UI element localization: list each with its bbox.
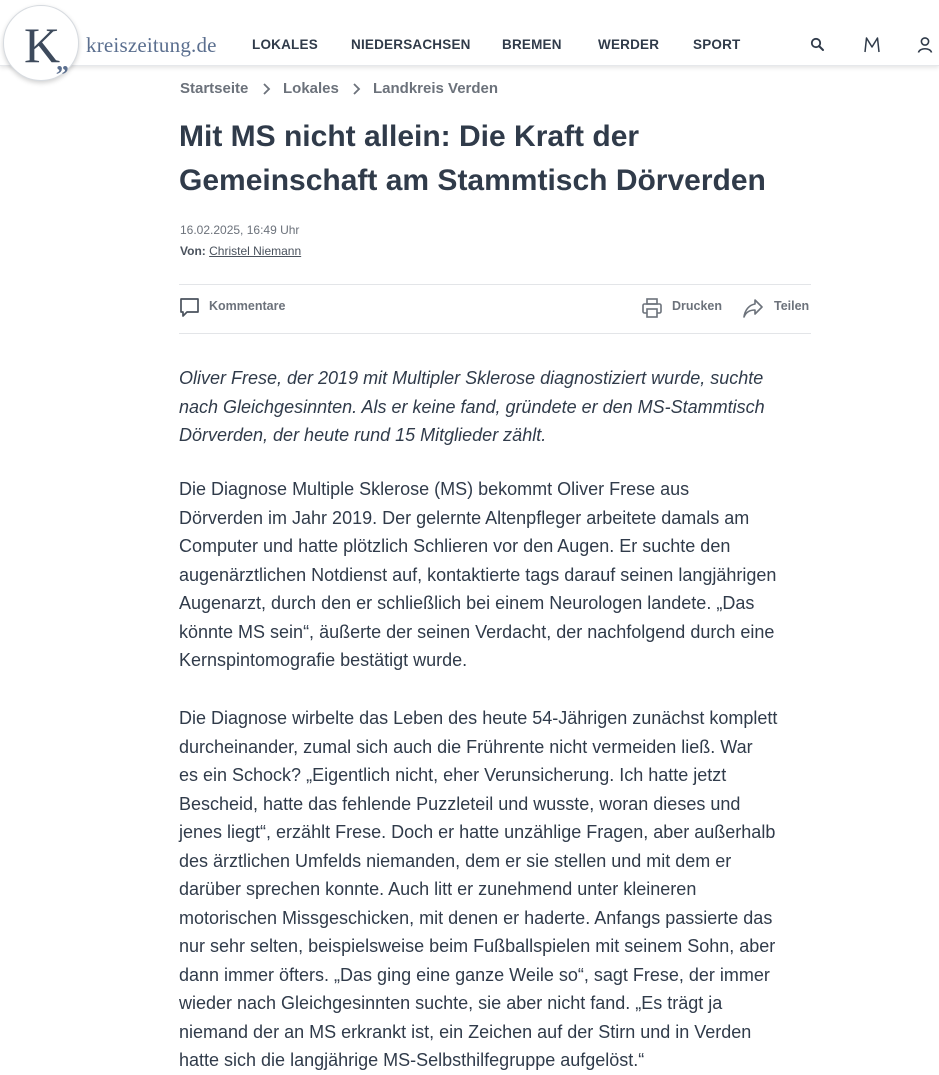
nav-item-bremen[interactable]: BREMEN [502,37,562,52]
comments-button[interactable]: Kommentare [209,299,286,313]
breadcrumb-item-landkreis-verden[interactable]: Landkreis Verden [373,80,499,97]
print-button[interactable]: Drucken [672,299,723,313]
divider-top [179,284,811,285]
svg-text:K: K [24,17,61,73]
user-icon[interactable] [915,35,935,55]
merkliste-icon[interactable] [862,35,882,55]
chevron-right-icon [352,83,361,95]
nav-item-werder[interactable]: WERDER [598,37,660,52]
share-icon[interactable] [742,297,764,319]
nav-item-sport[interactable]: SPORT [693,37,741,52]
article-title: Mit MS nicht allein: Die Kraft der Gemeinschaft am Stammtisch Dörverden [179,120,766,197]
chevron-right-icon [262,83,271,95]
author-prefix: Von: [180,244,206,258]
article-paragraph-2: Die Diagnose wirbelte das Leben des heute 54-Jährigen zunächst komplett durcheinander, zumal sich auch die Frührente nicht vermeiden ließ. War es ein Schock? „Eigentlich nicht, eher Verunsicherung. Ich hatte jetzt Bescheid, hatte das fehlende Puzzleteil und wusste, woran dieses und jenes liegt“, erzählt Frese. Doch er hatte unzählige Fragen, aber außerhalb des ärztlichen Umfelds niemanden, dem er sie stellen und mit dem er darüber sprechen konnte. Auch litt er zunehmend unter kleineren motorischen Missgeschicken, mit denen er haderte. Anfangs passierte das nur sehr selten, beispielsweise beim Fußballspielen mit seinem Sohn, aber dann immer öfters. „Das ging eine ganze Weile so“, sagt Frese, der immer wieder nach Gleichgesinnten suchte, sie aber nicht fand. „Es trägt ja niemand der an MS erkrankt ist, ein Zeichen auf der Stirn und in Verden hatte sich die langjährige MS-Selbsthilfegruppe aufgelöst.“ [179,708,778,1070]
search-icon[interactable] [808,35,828,55]
divider-bottom [179,333,811,334]
article-author [180,244,301,258]
nav-item-niedersachsen[interactable]: NIEDERSACHSEN [351,37,471,52]
breadcrumb-item-lokales[interactable]: Lokales [283,80,339,97]
nav-item-lokales[interactable]: LOKALES [252,37,318,52]
breadcrumb-item-startseite[interactable]: Startseite [180,80,249,97]
print-icon[interactable] [641,297,663,319]
svg-text:„: „ [56,47,69,76]
article-date: 16.02.2025, 16:49 Uhr [180,223,300,237]
article-paragraph-1: Die Diagnose Multiple Sklerose (MS) bekommt Oliver Frese aus Dörverden im Jahr 2019. Der gelernte Altenpfleger arbeitete damals am Computer und hatte plötzlich Schlieren vor den Augen. Er suchte den augenärztlichen Notdienst auf, kontaktierte tags darauf seinen langjährigen Augenarzt, durch den er schließlich bei einem Neurologen landete. „Das könnte MS sein“, äußerte der seinen Verdacht, der nachfolgend durch eine Kernspintomografie bestätigt wurde. [179,479,777,670]
share-button[interactable]: Teilen [774,299,810,313]
author-link[interactable]: Christel Niemann [209,244,302,258]
logo-wordmark[interactable]: kreiszeitung.de [86,33,217,57]
logo-k-icon [4,6,80,82]
article-lead: Oliver Frese, der 2019 mit Multipler Sklerose diagnostiziert wurde, suchte nach Gleichgesinnten. Als er keine fand, gründete er den MS-Stammtisch Dörverden, der heute rund 15 Mitglieder zählt. [179,368,765,445]
comment-icon[interactable] [179,297,200,318]
site-logo[interactable] [3,5,79,81]
